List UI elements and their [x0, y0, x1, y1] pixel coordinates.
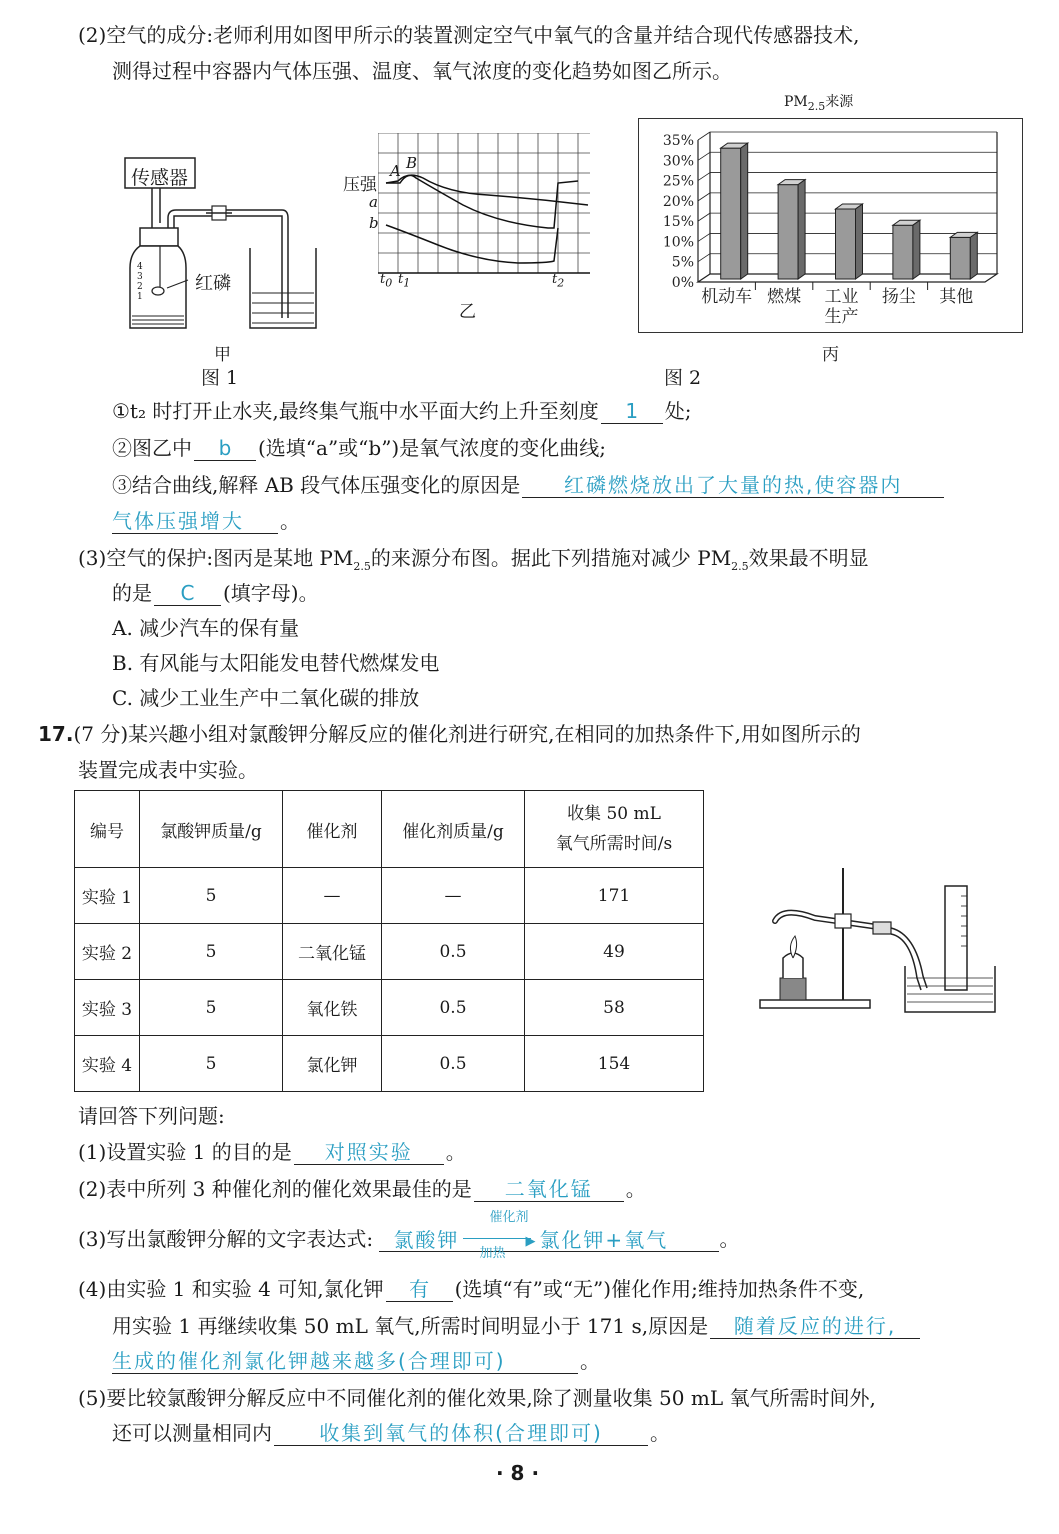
table-row [75, 1036, 704, 1092]
q2-sub3-cont: 气体压强增大 。 [112, 509, 300, 533]
yi-point-a-upper: A [390, 162, 401, 180]
bar [778, 185, 798, 279]
bar-side [856, 204, 863, 279]
q17-ask: 请回答下列问题: [78, 1104, 225, 1128]
bar [893, 225, 913, 279]
bar [950, 237, 970, 279]
answer-blank-17-3[interactable]: 氯酸钾 催化剂 ▶ 加热 氯化钾+氧气 [379, 1227, 719, 1252]
table-cell: 0.5 [382, 980, 525, 1036]
table-cell: 5 [140, 980, 283, 1036]
q2-intro-line2: 测得过程中容器内气体压强、温度、氧气浓度的变化趋势如图乙所示。 [112, 59, 732, 83]
figure-jia-label: 甲 [214, 345, 231, 365]
pm25-chart-svg [640, 125, 1020, 330]
answer-blank-sub1[interactable]: 1 [601, 399, 663, 424]
answer-blank-sub2[interactable]: b [194, 436, 256, 461]
bottle-scale: 4 3 2 1 [137, 262, 143, 302]
yi-t0: $t_0$ [380, 272, 393, 290]
q3-option-b: B. 有风能与太阳能发电替代燃煤发电 [112, 651, 440, 675]
q17-line1: 17.(7 分)某兴趣小组对氯酸钾分解反应的催化剂进行研究,在相同的加热条件下,用如图所示的 [38, 722, 861, 746]
table-cell: 氯化钾 [283, 1036, 382, 1092]
grid-diagonal [698, 254, 710, 262]
table-cell: 氧化铁 [283, 980, 382, 1036]
table-cell: 实验 4 [75, 1036, 140, 1092]
table-cell: 实验 2 [75, 924, 140, 980]
q3-option-a: A. 减少汽车的保有量 [112, 616, 300, 640]
table-cell: 5 [140, 868, 283, 924]
y-tick-label: 35% [662, 133, 694, 149]
table-header: 编号 [75, 791, 140, 868]
q17-s2: (2)表中所列 3 种催化剂的催化效果最佳的是 二氧化锰 。 [78, 1177, 646, 1201]
answer-blank-17-1[interactable]: 对照实验 [294, 1140, 444, 1165]
figure-1-caption: 图 1 [201, 367, 239, 389]
bar-side [970, 232, 977, 279]
bar-side [741, 143, 748, 279]
x-tick-label: 工业 [824, 287, 859, 307]
table-header: 氯酸钾质量/g [140, 791, 283, 868]
figure-2-caption: 图 2 [664, 367, 702, 389]
y-tick-label: 5% [671, 254, 694, 271]
q2-sub3: ③结合曲线,解释 AB 段气体压强变化的原因是 红磷燃烧放出了大量的热,使容器内 [112, 472, 946, 498]
q2-sub1: ①t₂ 时打开止水夹,最终集气瓶中水平面大约上升至刻度 1 处; [112, 399, 692, 423]
x-tick-label: 其他 [939, 287, 974, 307]
table-header: 催化剂 [283, 791, 382, 868]
bar [721, 148, 741, 279]
q17-s4-line3: 生成的催化剂氯化钾越来越多(合理即可) 。 [112, 1349, 600, 1373]
grid-diagonal [698, 233, 710, 241]
table-row [75, 924, 704, 980]
grid-diagonal [698, 173, 710, 181]
q3-option-c: C. 减少工业生产中二氧化碳的排放 [112, 686, 420, 710]
q17-s4-line2: 用实验 1 再继续收集 50 mL 氧气,所需时间明显小于 171 s,原因是 随着反应的进行, [112, 1313, 922, 1339]
table-header: 收集 50 mL 氧气所需时间/s [525, 791, 704, 868]
q17-s3: (3)写出氯酸钾分解的文字表达式: 氯酸钾 催化剂 ▶ 加热 氯化钾+氧气 。 [78, 1210, 740, 1261]
answer-blank-q3[interactable]: C [154, 581, 221, 606]
answer-blank-17-2[interactable]: 二氧化锰 [474, 1177, 624, 1202]
figure-yi-label: 乙 [459, 302, 476, 322]
y-tick-label: 15% [662, 214, 694, 231]
x-tick-label: 燃煤 [767, 287, 802, 307]
table-cell: 0.5 [382, 924, 525, 980]
answer-blank-17-5[interactable]: 收集到氧气的体积(合理即可) [274, 1421, 648, 1446]
q3-line1: (3)空气的保护:图丙是某地 $PM_{2.5}$的来源分布图。据此下列措施对减少 $PM_{2.5}$效果最不明显 [78, 546, 869, 573]
answer-blank-17-4b-line1[interactable]: 随着反应的进行, [710, 1314, 920, 1339]
pm25-bar-chart [640, 125, 1020, 330]
reaction-arrow [463, 1238, 531, 1239]
table-row [75, 980, 704, 1036]
x-tick-label: 机动车 [701, 287, 753, 307]
answer-blank-sub3-line2[interactable]: 气体压强增大 [112, 509, 278, 534]
y-tick-label: 30% [662, 153, 694, 170]
sensor-label: 传感器 [131, 167, 189, 189]
y-tick-label: 20% [662, 193, 694, 210]
q2-sub2: ②图乙中 b (选填“a”或“b”)是氧气浓度的变化曲线; [112, 436, 606, 460]
table-cell: 49 [525, 924, 704, 980]
table-cell: — [283, 868, 382, 924]
heating-apparatus-drawing [755, 866, 1000, 1016]
grid-diagonal [698, 193, 710, 201]
answer-blank-17-4a[interactable]: 有 [386, 1277, 453, 1302]
table-header-row [75, 791, 704, 868]
yi-point-b-upper: B [406, 154, 418, 172]
yi-curve-b: b [369, 214, 379, 232]
q3-line2: 的是 C (填字母)。 [112, 581, 319, 605]
bar-side [798, 180, 805, 279]
table-cell: 58 [525, 980, 704, 1036]
yi-ylabel: 压强 [343, 175, 377, 195]
yi-curve-a: a [369, 193, 378, 211]
q17-s5-line2: 还可以测量相同内 收集到氧气的体积(合理即可) 。 [112, 1421, 670, 1445]
figure-bing-label: 丙 [822, 345, 839, 365]
page-number: · 8 · [496, 1461, 540, 1485]
chart-title: $PM_{2.5}$来源 [784, 94, 854, 113]
grid-diagonal [698, 213, 710, 221]
q2-intro-line1: (2)空气的成分:老师利用如图甲所示的装置测定空气中氧气的含量并结合现代传感器技术, [78, 23, 860, 47]
answer-blank-sub3-line1[interactable]: 红磷燃烧放出了大量的热,使容器内 [522, 473, 944, 498]
table-cell: — [382, 868, 525, 924]
y-tick-label: 25% [662, 173, 694, 190]
table-cell: 0.5 [382, 1036, 525, 1092]
yi-t1: $t_1$ [398, 272, 411, 290]
table-cell: 实验 3 [75, 980, 140, 1036]
answer-blank-17-4b-line2[interactable]: 生成的催化剂氯化钾越来越多(合理即可) [112, 1349, 578, 1374]
table-cell: 5 [140, 1036, 283, 1092]
q17-apparatus [755, 866, 1000, 1016]
grid-diagonal [698, 152, 710, 160]
q17-s1: (1)设置实验 1 的目的是 对照实验 。 [78, 1140, 466, 1164]
q17-line2: 装置完成表中实验。 [78, 758, 258, 782]
table-cell: 实验 1 [75, 868, 140, 924]
q17-s4-line1: (4)由实验 1 和实验 4 可知,氯化钾 有 (选填“有”或“无”)催化作用;维持加热条件不变, [78, 1277, 865, 1301]
table-cell: 154 [525, 1036, 704, 1092]
x-tick-label: 扬尘 [881, 287, 916, 307]
experiment-table [74, 790, 704, 1092]
grid-diagonal [698, 132, 710, 140]
yi-t2: $t_2$ [552, 272, 565, 290]
bar [836, 209, 856, 279]
q17-s5-line1: (5)要比较氯酸钾分解反应中不同催化剂的催化效果,除了测量收集 50 mL 氧气所需时间外, [78, 1386, 876, 1410]
table-cell: 5 [140, 924, 283, 980]
table-cell: 171 [525, 868, 704, 924]
phosphorus-label: 红磷 [195, 273, 231, 294]
table-cell: 二氧化锰 [283, 924, 382, 980]
table-header: 催化剂质量/g [382, 791, 525, 868]
y-tick-label: 0% [671, 275, 694, 291]
q17-number: 17. [38, 722, 74, 746]
y-tick-label: 10% [662, 234, 694, 251]
x-tick-label: 生产 [824, 307, 859, 327]
table-row [75, 868, 704, 924]
bar-side [913, 220, 920, 279]
